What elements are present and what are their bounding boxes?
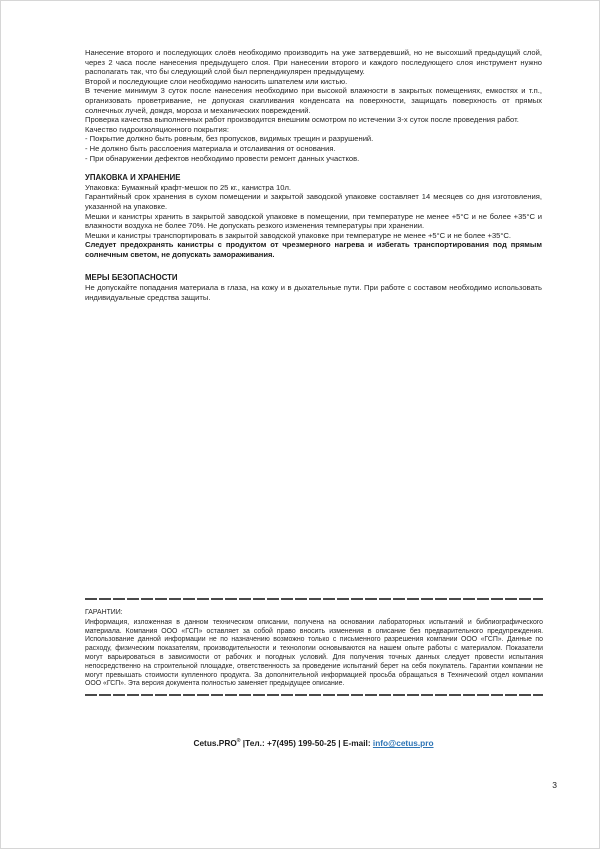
paragraph-application-1: Нанесение второго и последующих слоёв необходимо производить на уже затвердевший, но не высохший предыдущий слой, через 2 часа после нанесения предыдущего слоя. При нанесении второго и каждого последующего слоя инструмент нужно располагать так, что бы следующий слой был перпендикулярен предыдущему. — [85, 48, 542, 77]
email-label: | E-mail: — [336, 738, 373, 748]
warranty-section — [85, 598, 543, 696]
paragraph-packaging-2: Гарантийный срок хранения в сухом помещении и закрытой заводской упаковке составляет 14 месяцев со дня изготовления, указанной на упаковке. — [85, 192, 542, 211]
email-link[interactable]: info@cetus.pro — [372, 738, 434, 748]
phone-number: +7(495) 199-50-25 — [267, 738, 336, 748]
paragraph-packaging-3: Мешки и канистры хранить в закрытой заводской упаковке в помещении, при температуре не менее +5°С и не более +35°С и влажности воздуха не более 70%. Не допускать резкого изменения температуры при хранении. — [85, 211, 542, 231]
paragraph-quality-check: Проверка качества выполненных работ производится внешним осмотром по истечении 3-х суток после проведения работ. — [85, 115, 519, 125]
paragraph-packaging-4: Мешки и канистры транспортировать в закрытой заводской упаковке при температуре не менее +5°С и не более +35°С. — [85, 230, 512, 240]
divider-line-bottom — [85, 694, 543, 695]
paragraph-warranty: Информация, изложенная в данном техническом описании, получена на основании лабораторных испытаний и библиографического материала. Компания ООО «ГСП» оставляет за собой право вносить изменения в описание без предварительного предупреждения. Использование данной информации не по назначению возможно только с письменного разрешения компании ООО «ГСП». Данные по расходу, физическим показателям, производительности и технологии основываются на нашем опыте работы с материалом. Показатели могут варьироваться в зависимости от рабочих и погодных условий. Для получения точных данных следует провести испытания непосредственно на строительной площадке, ответственность за проведение испытаний берет на себя покупатель. Гарантии компании не могут превышать стоимости купленного продукта. За дополнительной информацией просьба обращаться в Технический отдел компании ООО «ГСП». Эта версия документа полностью заменяет предыдущее описание. — [85, 618, 543, 688]
footer-contacts — [85, 738, 542, 748]
registered-trademark-symbol: ® — [236, 738, 241, 745]
page-number: 3 — [552, 780, 557, 790]
paragraph-packaging-1: Упаковка: Бумажный крафт-мешок по 25 кг., канистра 10л. — [85, 182, 291, 192]
paragraph-application-3: В течение минимум 3 суток после нанесения необходимо при высокой влажности в закрытых помещениях, емкостях и т.п., организовать проветривание, не допуская скапливания конденсата на поверхности, защищать поверхность от прямых солнечных лучей, дождя, мороза и механических повреждений. — [85, 86, 542, 115]
paragraph-application-2: Второй и последующие слои необходимо наносить шпателем или кистью. — [85, 76, 348, 86]
list-item-quality-1: - Покрытие должно быть ровным, без пропусков, видимых трещин и разрушений. — [85, 134, 374, 144]
list-item-quality-3: - При обнаружении дефектов необходимо провести ремонт данных участков. — [85, 153, 360, 163]
brand-name: Cetus.PRO — [193, 738, 237, 748]
list-item-quality-2: - Не должно быть расслоения материала и отслаивания от основания. — [85, 143, 336, 153]
section-heading-safety: МЕРЫ БЕЗОПАСНОСТИ — [85, 273, 178, 283]
phone-label: |Тел.: — [240, 738, 268, 748]
paragraph-safety: Не допускайте попадания материала в глаза, на кожу и в дыхательные пути. При работе с составом необходимо использовать индивидуальные средства защиты. — [85, 283, 542, 302]
page-content — [85, 48, 542, 302]
paragraph-quality-intro: Качество гидроизоляционного покрытия: — [85, 124, 229, 134]
section-heading-warranty: ГАРАНТИИ: — [85, 609, 123, 616]
section-heading-packaging: УПАКОВКА И ХРАНЕНИЕ — [85, 173, 181, 183]
paragraph-packaging-warning: Следует предохранять канистры с продуктом от чрезмерного нагрева и избегать транспортирования под прямым солнечным светом, не допускать замораживания. — [85, 240, 542, 259]
divider-line-top — [85, 598, 543, 600]
